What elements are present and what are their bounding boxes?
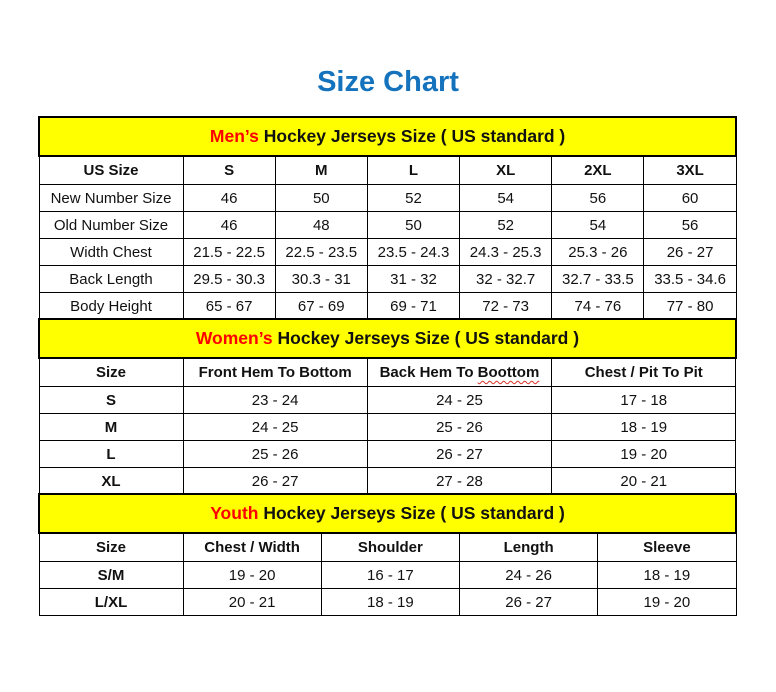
mens-section-rest: Hockey Jerseys Size ( US standard ) [258,126,566,146]
mens-cell-value: 50 [367,212,459,239]
womens-table-body [39,358,736,495]
youth-column-header: Length [460,533,598,562]
womens-cell-value: 23 - 24 [183,387,367,414]
mens-column-header: US Size [39,156,183,185]
mens-column-header: S [183,156,275,185]
womens-section-header-row [39,319,736,358]
mens-table-row [39,266,736,293]
womens-cell-value: 25 - 26 [183,441,367,468]
mens-cell-value: 77 - 80 [644,293,736,320]
womens-table-row [39,441,736,468]
mens-row-label: Body Height [39,293,183,320]
mens-row-label: Old Number Size [39,212,183,239]
mens-cell-value: 54 [552,212,644,239]
youth-table-row [39,562,736,589]
mens-cell-value: 46 [183,185,275,212]
mens-cell-value: 52 [460,212,552,239]
mens-cell-value: 46 [183,212,275,239]
mens-cell-value: 50 [275,185,367,212]
mens-table-row [39,212,736,239]
mens-cell-value: 72 - 73 [460,293,552,320]
mens-section-header [39,117,736,156]
youth-table-row [39,589,736,616]
womens-row-label: XL [39,468,183,495]
womens-cell-value: 24 - 25 [367,387,551,414]
mens-table-row [39,185,736,212]
youth-column-header: Sleeve [598,533,736,562]
mens-cell-value: 54 [460,185,552,212]
mens-cell-value: 24.3 - 25.3 [460,239,552,266]
mens-cell-value: 29.5 - 30.3 [183,266,275,293]
youth-column-header: Size [39,533,183,562]
womens-cell-value: 19 - 20 [552,441,736,468]
womens-section-header [39,319,736,358]
womens-column-header: Size [39,358,183,387]
womens-cell-value: 24 - 25 [183,414,367,441]
mens-cell-value: 67 - 69 [275,293,367,320]
mens-cell-value: 32.7 - 33.5 [552,266,644,293]
youth-size-table [38,493,737,616]
youth-row-label: L/XL [39,589,183,616]
womens-table-row [39,468,736,495]
mens-column-header: 3XL [644,156,736,185]
womens-column-header-row [39,358,736,387]
mens-cell-value: 30.3 - 31 [275,266,367,293]
youth-cell-value: 24 - 26 [460,562,598,589]
mens-column-header-row [39,156,736,185]
womens-section-highlight: Women’s [195,328,273,348]
womens-column-header: Front Hem To Bottom [183,358,367,387]
mens-table-row [39,293,736,320]
mens-cell-value: 21.5 - 22.5 [183,239,275,266]
mens-row-label: Width Chest [39,239,183,266]
womens-cell-value: 26 - 27 [367,441,551,468]
youth-section-header-row [39,494,736,533]
mens-cell-value: 56 [552,185,644,212]
youth-cell-value: 26 - 27 [460,589,598,616]
mens-cell-value: 69 - 71 [367,293,459,320]
mens-cell-value: 52 [367,185,459,212]
youth-cell-value: 16 - 17 [321,562,459,589]
mens-section-header-row [39,117,736,156]
youth-section-rest: Hockey Jerseys Size ( US standard ) [258,503,565,523]
womens-cell-value: 25 - 26 [367,414,551,441]
youth-cell-value: 19 - 20 [183,562,321,589]
mens-table-row [39,239,736,266]
mens-cell-value: 74 - 76 [552,293,644,320]
womens-misspelled-word: Boottom [477,364,540,381]
mens-cell-value: 32 - 32.7 [460,266,552,293]
youth-cell-value: 18 - 19 [321,589,459,616]
page-title: Size Chart [317,66,459,98]
youth-cell-value: 18 - 19 [598,562,736,589]
youth-column-header-row [39,533,736,562]
womens-column-header: Chest / Pit To Pit [552,358,736,387]
womens-cell-value: 26 - 27 [183,468,367,495]
mens-column-header: XL [460,156,552,185]
womens-column-header [367,358,551,387]
womens-size-table [38,318,737,495]
mens-cell-value: 25.3 - 26 [552,239,644,266]
mens-table-body [39,156,736,320]
youth-section-highlight: Youth [210,503,259,523]
womens-cell-value: 18 - 19 [552,414,736,441]
mens-cell-value: 56 [644,212,736,239]
womens-cell-value: 27 - 28 [367,468,551,495]
youth-row-label: S/M [39,562,183,589]
mens-column-header: L [367,156,459,185]
mens-column-header: 2XL [552,156,644,185]
womens-table-row [39,414,736,441]
youth-table-body [39,533,736,616]
youth-column-header: Chest / Width [183,533,321,562]
mens-cell-value: 22.5 - 23.5 [275,239,367,266]
womens-column-header-text: Back Hem To [379,364,478,381]
mens-row-label: New Number Size [39,185,183,212]
womens-row-label: L [39,441,183,468]
mens-cell-value: 31 - 32 [367,266,459,293]
mens-cell-value: 33.5 - 34.6 [644,266,736,293]
womens-table-row [39,387,736,414]
womens-section-rest: Hockey Jerseys Size ( US standard ) [272,328,580,348]
youth-cell-value: 19 - 20 [598,589,736,616]
mens-column-header: M [275,156,367,185]
mens-cell-value: 65 - 67 [183,293,275,320]
mens-cell-value: 48 [275,212,367,239]
mens-cell-value: 26 - 27 [644,239,736,266]
youth-cell-value: 20 - 21 [183,589,321,616]
youth-section-header [39,494,736,533]
mens-section-highlight: Men’s [209,126,259,146]
youth-column-header: Shoulder [321,533,459,562]
womens-row-label: M [39,414,183,441]
mens-size-table [38,116,737,320]
mens-cell-value: 23.5 - 24.3 [367,239,459,266]
mens-row-label: Back Length [39,266,183,293]
womens-cell-value: 20 - 21 [552,468,736,495]
womens-cell-value: 17 - 18 [552,387,736,414]
mens-cell-value: 60 [644,185,736,212]
womens-row-label: S [39,387,183,414]
size-tables-container [38,116,735,616]
